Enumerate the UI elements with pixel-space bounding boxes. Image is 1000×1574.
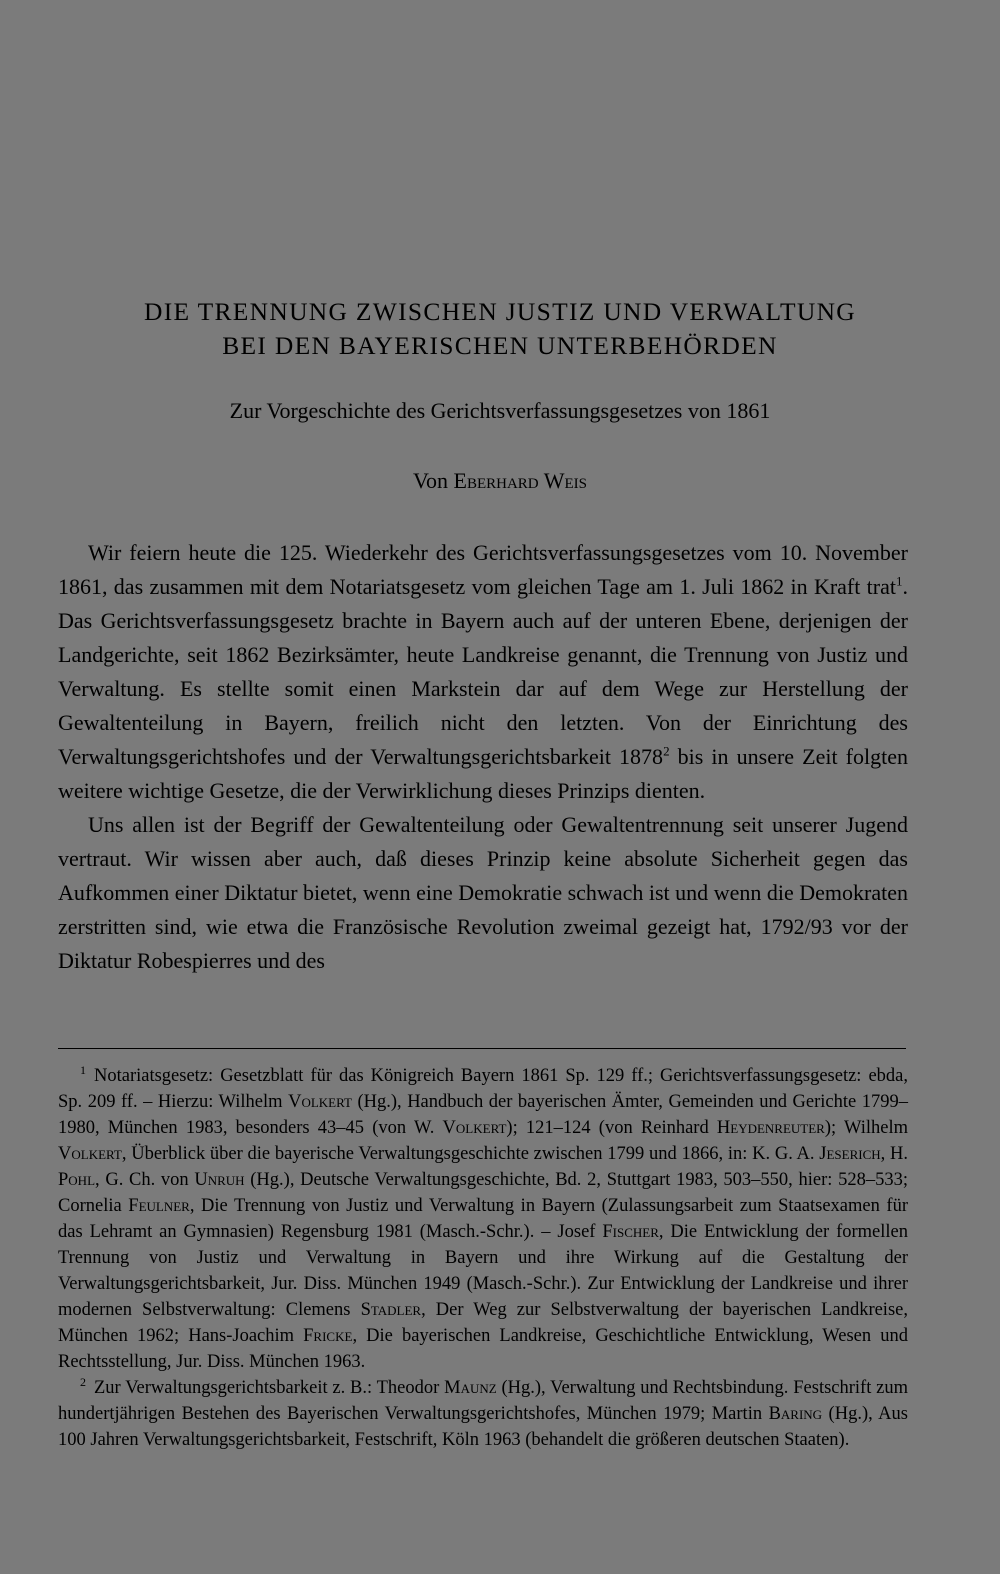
cited-author-name: Unruh	[194, 1170, 245, 1190]
title-line-1: DIE TRENNUNG ZWISCHEN JUSTIZ UND VERWALTUNG	[143, 297, 857, 326]
cited-author-name: Stadler	[360, 1300, 422, 1320]
footnote-ref-2[interactable]: 2	[663, 743, 670, 759]
cited-author-name: Pohl	[58, 1170, 96, 1190]
footnote-ref-1[interactable]: 1	[896, 573, 903, 589]
footnote-1-number: 1	[80, 1062, 86, 1077]
footnote-divider	[58, 1048, 906, 1049]
footnote-1	[58, 1063, 908, 1375]
footnote-1-text	[58, 1066, 908, 1372]
footnote-segment: , H.	[880, 1144, 908, 1164]
footnotes	[58, 1063, 908, 1453]
paragraph-1	[58, 536, 908, 808]
author-line	[60, 466, 940, 496]
author-name: Eberhard Weis	[453, 468, 588, 493]
cited-author-name: Baring	[768, 1404, 823, 1424]
footnote-segment: (Hg.), Deutsche Verwaltungsgeschichte, Bd. 2, Stuttgart 1983, 503–550, hier: 528–533; Cornelia	[58, 1170, 908, 1216]
cited-author-name: Maunz	[444, 1378, 497, 1398]
footnote-segment: Zur Verwaltungsgerichtsbarkeit z. B.: Theodor	[94, 1378, 445, 1398]
cited-author-name: Volkert	[288, 1092, 352, 1112]
paragraph-2: Uns allen ist der Begriff der Gewaltenteilung oder Gewaltentrennung seit unserer Jugend vertraut. Wir wissen aber auch, daß dieses Prinzip keine absolute Sicherheit gegen das Aufkommen einer Diktatur bietet, wenn eine Demokratie schwach ist und wenn die Demokraten zerstritten sind, wie etwa die Französische Revolution zweimal gezeigt hat, 1792/93 vor der Diktatur Robespierres und des	[58, 812, 908, 973]
cited-author-name: Heydenreuter	[716, 1118, 825, 1138]
footnote-2-number: 2	[80, 1374, 86, 1389]
footnote-segment: , Die Entwicklung der formellen Trennung von Justiz und Verwaltung in Bayern und ihre Wirkung auf die Gestaltung der Verwaltungsgerichtsbarkeit, Jur. Diss. München 1949 (Masch.-Schr.). Zur Entwicklung der Landkreise und ihrer modernen Selbstverwaltung: Clemens	[58, 1222, 908, 1320]
cited-author-name: Volkert	[58, 1144, 122, 1164]
author-prefix: Von	[412, 468, 454, 493]
article-title	[60, 295, 940, 363]
footnote-2-text	[58, 1378, 908, 1450]
cited-author-name: Volkert	[442, 1118, 507, 1138]
footnote-segment: (Hg.), Aus 100 Jahren Verwaltungsgerichtsbarkeit, Festschrift, Köln 1963 (behandelt die größeren deutschen Staaten).	[58, 1404, 908, 1450]
cited-author-name: Jeserich	[819, 1144, 881, 1164]
footnote-segment: , G. Ch. von	[95, 1170, 195, 1190]
cited-author-name: Fischer	[602, 1222, 659, 1242]
footnote-segment: , Der Weg zur Selbstverwaltung der bayerischen Landkreise, München 1962; Hans-Joachim	[58, 1300, 908, 1346]
footnote-segment: (Hg.), Verwaltung und Rechtsbindung. Festschrift zum hundertjährigen Bestehen des Bayerischen Verwaltungsgerichtshofes, München 1979; Martin	[58, 1378, 909, 1424]
footnote-segment: , Überblick über die bayerische Verwaltungsgeschichte zwischen 1799 und 1866, in: K. G. A.	[121, 1144, 820, 1164]
footnote-segment: (Hg.), Handbuch der bayerischen Ämter, Gemeinden und Gerichte 1799–1980, München 1983, besonders 43–45 (von W.	[58, 1092, 908, 1138]
paragraph-1-part-3: bis in unsere Zeit folgten weitere wichtige Gesetze, die der Verwirklichung dieses Prinzips dienten.	[58, 744, 908, 803]
body-text	[58, 536, 908, 978]
article-subtitle: Zur Vorgeschichte des Gerichtsverfassungsgesetzes von 1861	[229, 398, 771, 423]
footnote-segment: ); Wilhelm	[824, 1118, 908, 1138]
title-line-2: BEI DEN BAYERISCHEN UNTERBEHÖRDEN	[222, 331, 778, 360]
cited-author-name: Feulner	[128, 1196, 190, 1216]
cited-author-name: Fricke	[303, 1326, 353, 1346]
footnote-segment: , Die bayerischen Landkreise, Geschichtliche Entwicklung, Wesen und Rechtsstellung, Jur. Diss. München 1963.	[58, 1326, 908, 1372]
footnote-segment: , Die Trennung von Justiz und Verwaltung in Bayern (Zulassungsarbeit zum Staatsexamen für das Lehramt an Gymnasien) Regensburg 1981 (Masch.-Schr.). – Josef	[58, 1196, 908, 1242]
paragraph-1-part-2: . Das Gerichtsverfassungsgesetz brachte in Bayern auch auf der unteren Ebene, derjenigen der Landgerichte, seit 1862 Bezirksämter, heute Landkreise genannt, die Trennung von Justiz und Verwaltung. Es stellte somit einen Markstein dar auf dem Wege zur Herstellung der Gewaltenteilung in Bayern, freilich nicht den letzten. Von der Einrichtung des Verwaltungsgerichtshofes und der Verwaltungsgerichtsbarkeit 1878	[58, 574, 908, 769]
paragraph-1-part-1: Wir feiern heute die 125. Wiederkehr des Gerichtsverfassungsgesetzes vom 10. November 1861, das zusammen mit dem Notariatsgesetz vom gleichen Tage am 1. Juli 1862 in Kraft trat	[58, 540, 908, 599]
footnote-segment: ); 121–124 (von Reinhard	[506, 1118, 717, 1138]
footnote-segment: Notariatsgesetz: Gesetzblatt für das Königreich Bayern 1861 Sp. 129 ff.; Gerichtsverfassungsgesetz: ebda, Sp. 209 ff. – Hierzu: Wilhelm	[58, 1066, 908, 1112]
footnote-2	[58, 1375, 908, 1453]
